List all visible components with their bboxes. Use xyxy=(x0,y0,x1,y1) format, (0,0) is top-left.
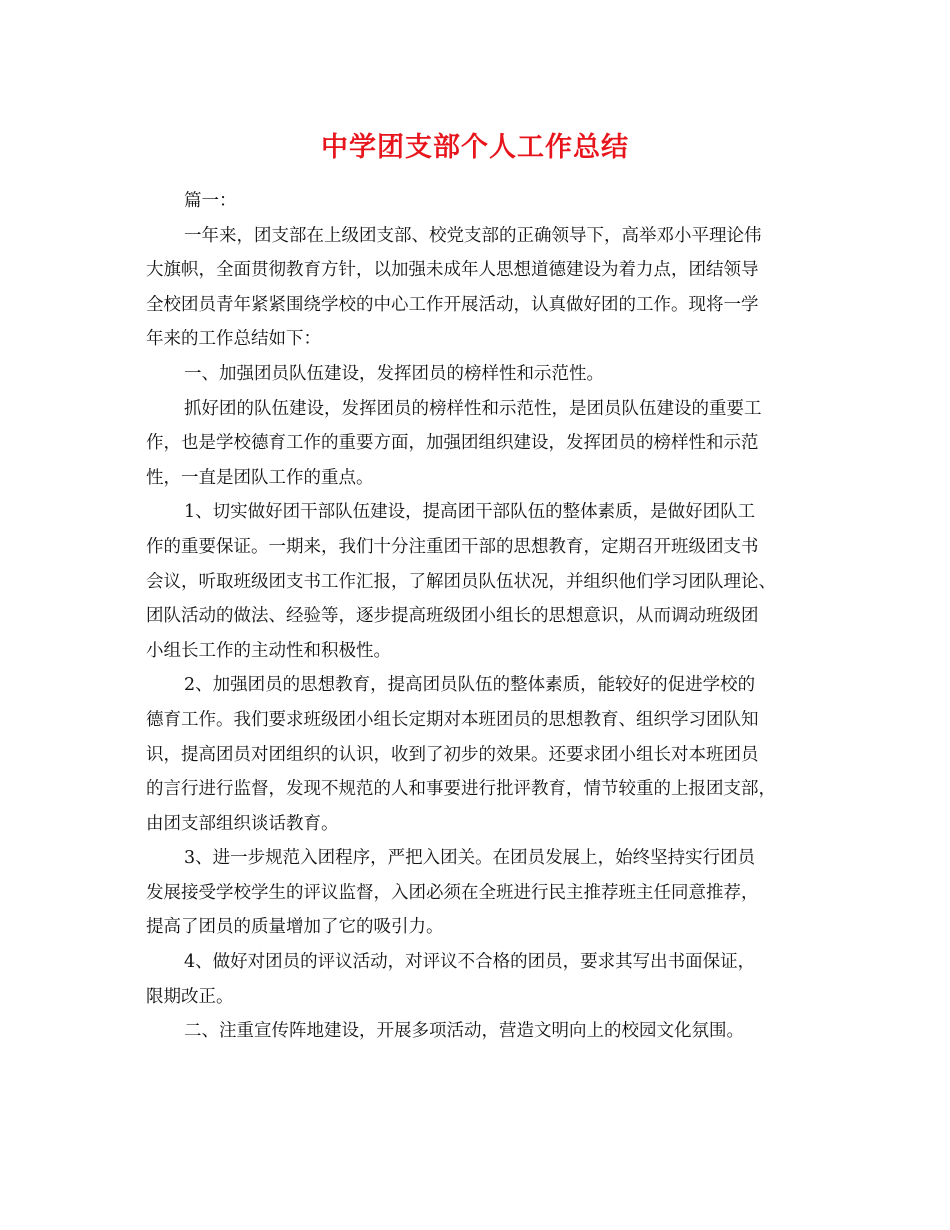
body-text-line: 4、做好对团员的评议活动，对评议不合格的团员，要求其写出书面保证， xyxy=(184,952,756,973)
body-text-line: 性，一直是团队工作的重点。 xyxy=(146,467,374,488)
body-text-line: 作的重要保证。一期来，我们十分注重团干部的思想教育，定期召开班级团支书 xyxy=(146,536,759,557)
body-text-line: 大旗帜，全面贯彻教育方针，以加强未成年人思想道德建设为着力点，团结领导 xyxy=(146,260,759,281)
body-text-line: 发展接受学校学生的评议监督，入团必须在全班进行民主推荐班主任同意推荐， xyxy=(146,882,759,903)
body-text-line: 团队活动的做法、经验等，逐步提高班级团小组长的思想意识，从而调动班级团 xyxy=(146,606,759,627)
body-text-line: 二、注重宣传阵地建设，开展多项活动，营造文明向上的校园文化氛围。 xyxy=(184,1021,744,1042)
body-text-line: 3、进一步规范入团程序，严把入团关。在团员发展上，始终坚持实行团员 xyxy=(184,848,756,869)
body-text-line: 德育工作。我们要求班级团小组长定期对本班团员的思想教育、组织学习团队知 xyxy=(146,709,759,730)
document-body xyxy=(146,184,814,1049)
body-text-line: 提高了团员的质量增加了它的吸引力。 xyxy=(146,917,444,938)
body-text-line: 限期改正。 xyxy=(146,986,234,1007)
body-text-line: 1、切实做好团干部队伍建设，提高团干部队伍的整体素质，是做好团队工 xyxy=(184,502,756,523)
body-text-line: 由团支部组织谈话教育。 xyxy=(146,813,339,834)
body-text-line: 抓好团的队伍建设，发挥团员的榜样性和示范性，是团员队伍建设的重要工 xyxy=(184,398,762,419)
body-text-line: 的言行进行监督，发现不规范的人和事要进行批评教育，情节较重的上报团支部， xyxy=(146,779,776,800)
body-text-line: 篇一： xyxy=(184,191,237,211)
body-text-line: 会议，听取班级团支书工作汇报，了解团员队伍状况，并组织他们学习团队理论、 xyxy=(146,571,776,592)
body-text-line: 一年来，团支部在上级团支部、校党支部的正确领导下，高举邓小平理论伟 xyxy=(184,225,762,246)
body-text-line: 全校团员青年紧紧围绕学校的中心工作开展活动，认真做好团的工作。现将一学 xyxy=(146,294,759,315)
body-text-line: 小组长工作的主动性和积极性。 xyxy=(146,640,391,661)
document-title: 中学团支部个人工作总结 xyxy=(321,132,629,163)
body-text-line: 年来的工作总结如下： xyxy=(146,329,321,350)
body-text-line: 识，提高团员对团组织的认识，收到了初步的效果。还要求团小组长对本班团员 xyxy=(146,744,759,765)
body-text-line: 2、加强团员的思想教育，提高团员队伍的整体素质，能较好的促进学校的 xyxy=(184,675,756,696)
body-text-line: 作，也是学校德育工作的重要方面，加强团组织建设，发挥团员的榜样性和示范 xyxy=(146,433,759,454)
body-text-line: 一、加强团员队伍建设，发挥团员的榜样性和示范性。 xyxy=(184,363,604,384)
